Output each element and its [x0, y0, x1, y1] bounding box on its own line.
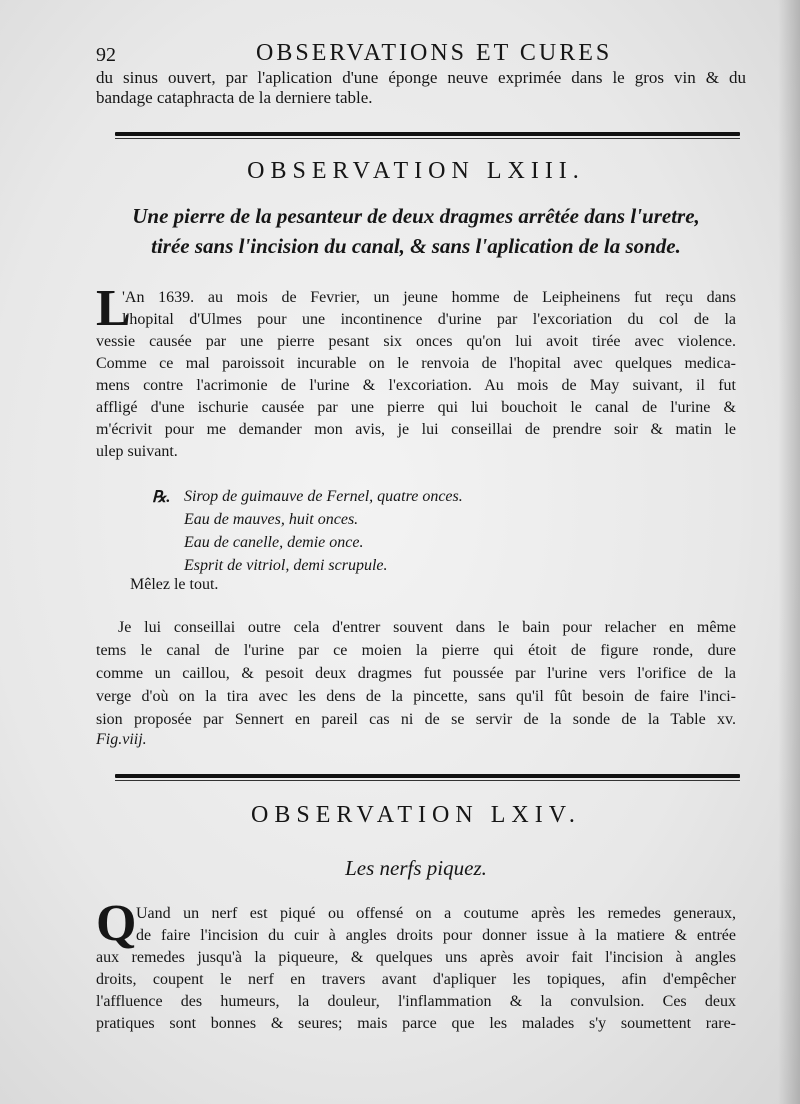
recipe-symbol: ℞.	[152, 489, 171, 506]
observation-subtitle: Une pierre de la pesanteur de deux dragmes arrêtée dans l'uretre,	[132, 204, 700, 228]
paragraph-line: Uand un nerf est piqué ou offensé on a coutume après les remedes generaux,	[136, 905, 736, 922]
paragraph-line: Je lui conseillai outre cela d'entrer souvent dans le bain pour relacher en même	[118, 619, 736, 636]
paragraph-line: pratiques sont bonnes & seures; mais parce que les malades s'y soumettent rare-	[96, 1015, 736, 1032]
page-edge-shadow	[778, 0, 800, 1104]
paragraph-line: l'affluence des humeurs, la douleur, l'inflammation & la convulsion. Ces deux	[96, 993, 736, 1010]
paragraph-line: comme un caillou, & pesoit deux dragmes fut poussée par l'urine vers l'orifice de la	[96, 665, 736, 682]
paragraph-line: droits, coupent le nerf en travers avant d'apliquer les topiques, afin d'empêcher	[96, 971, 736, 988]
paragraph-line: ulep suivant.	[96, 443, 178, 460]
section-divider	[115, 132, 740, 136]
recipe-item: Eau de canelle, demie once.	[184, 534, 364, 551]
recipe-item: Eau de mauves, huit onces.	[184, 511, 359, 528]
opening-line: bandage cataphracta de la derniere table.	[96, 88, 373, 107]
section-divider	[115, 774, 740, 778]
paragraph-line: 'An 1639. au mois de Fevrier, un jeune homme de Leipheinens fut reçu dans	[122, 289, 736, 306]
paragraph-line: Fig.viij.	[96, 731, 147, 748]
drop-cap: Q	[96, 895, 137, 952]
running-head	[96, 40, 736, 70]
recipe-item: Esprit de vitriol, demi scrupule.	[184, 557, 388, 574]
paragraph-line: verge d'où on la tira avec les dens de la pincette, sans qu'il fût besoin de faire l'inci-	[96, 688, 736, 705]
paragraph-line: Comme ce mal paroissoit incurable on le renvoia de l'hopital avec quelques medica-	[96, 355, 736, 372]
paragraph-line: l'hopital d'Ulmes pour une incontinence d'urine par l'excoriation du col de la	[122, 311, 736, 328]
paragraph-line: vessie causée par une pierre pesant six onces qu'on lui avoit tirée avec violence.	[96, 333, 736, 350]
opening-line: du sinus ouvert, par l'aplication d'une éponge neuve exprimée dans le gros vin & du	[96, 68, 746, 87]
paragraph-line: sion proposée par Sennert en pareil cas ni de se servir de la sonde de la Table xv.	[96, 711, 736, 728]
observation-heading: OBSERVATION LXIV.	[251, 802, 581, 828]
observation-heading: OBSERVATION LXIII.	[247, 158, 585, 184]
recipe-item: Sirop de guimauve de Fernel, quatre onces.	[184, 488, 463, 505]
recipe-closing: Mêlez le tout.	[130, 576, 219, 593]
observation-subtitle: tirée sans l'incision du canal, & sans l'aplication de la sonde.	[151, 234, 681, 258]
paragraph-line: m'écrivit pour me demander mon avis, je lui conseillai de prendre soir & matin le	[96, 421, 736, 438]
paragraph-line: aux remedes jusqu'à la piqueure, & quelques uns après avoir fait l'incision à angles	[96, 949, 736, 966]
observation-subtitle: Les nerfs piquez.	[345, 856, 487, 880]
paragraph-line: affligé d'une ischurie causée par une pierre qui lui bouchoit le canal de l'urine &	[96, 399, 736, 416]
page-number: 92	[96, 44, 116, 66]
running-title: OBSERVATIONS ET CURES	[256, 40, 613, 66]
paragraph-line: de faire l'incision du cuir à angles droits pour donner issue à la matiere & entrée	[136, 927, 736, 944]
paragraph-line: tems le canal de l'urine par ce moien la pierre qui étoit de figure ronde, dure	[96, 642, 736, 659]
drop-cap: L	[96, 280, 131, 337]
paragraph-line: mens contre l'acrimonie de l'urine & l'excoriation. Au mois de May suivant, il fut	[96, 377, 736, 394]
